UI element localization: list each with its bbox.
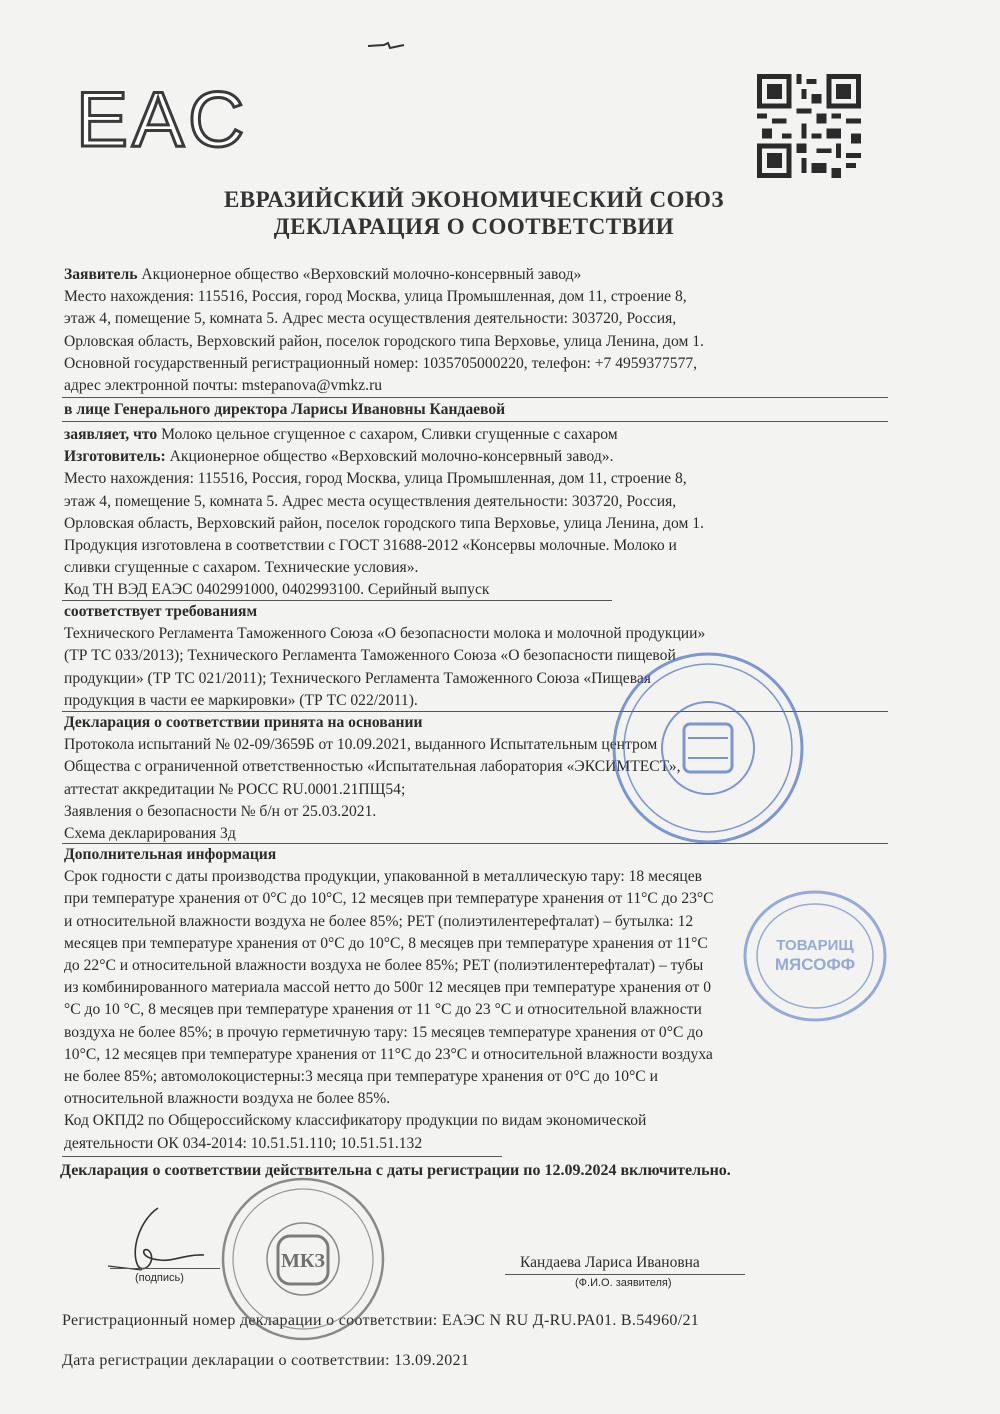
additional-line: воздуха не более 85%; в прочую герметичную тару: 15 месяцев температуре хранения от 0°С до bbox=[64, 1023, 703, 1041]
stamp-text: ТОВАРИЩ bbox=[776, 937, 854, 954]
applicant-name: Акционерное общество «Верховский молочно-консервный завод» bbox=[141, 266, 582, 283]
divider bbox=[62, 421, 888, 422]
qr-code-icon bbox=[757, 74, 861, 178]
declares-line: Орловская область, Верховский район, поселок городского типа Верховье, улица Ленина, дом 1. bbox=[64, 514, 704, 532]
additional-line: не более 85%; автомолокоцистерны:3 месяца при температуре хранения от 0°С до 10°С и bbox=[64, 1068, 658, 1086]
declares-label: заявляет, что bbox=[64, 426, 158, 443]
representative-text: в лице Генерального директора Ларисы Ивановны Кандаевой bbox=[64, 401, 506, 418]
declares-line: сливки сгущенные с сахаром. Технические условия». bbox=[64, 559, 419, 577]
additional-line: и относительной влажности воздуха не более 85%; PET (полиэтилентерефталат) – бутылка: 12 bbox=[64, 912, 694, 930]
registration-date: 13.09.2021 bbox=[394, 1352, 470, 1369]
stamp-text: МЯСОФФ bbox=[774, 955, 856, 974]
signature-line bbox=[110, 1268, 220, 1269]
validity-text: Декларация о соответствии действительна с даты регистрации по 12.09.2024 включительно. bbox=[60, 1162, 731, 1179]
registration-date-label: Дата регистрации декларации о соответствии: bbox=[62, 1352, 390, 1369]
eac-logo: EAC bbox=[76, 75, 249, 163]
representative-section bbox=[64, 399, 890, 421]
divider bbox=[62, 1156, 502, 1157]
applicant-line: Место нахождения: 115516, Россия, город Москва, улица Промышленная, дом 11, строение 8, bbox=[64, 288, 687, 306]
applicant-line: Основной государственный регистрационный номер: 1035705000220, телефон: +7 4959377577, bbox=[64, 354, 698, 372]
additional-line: до 22°С и относительной влажности воздуха не более 85%; PET (полиэтилентерефталат) – тубы bbox=[64, 957, 704, 975]
signature-caption: (подпись) bbox=[135, 1272, 184, 1284]
declares-line: Продукция изготовлена в соответствии с ГОСТ 31688-2012 «Консервы молочные. Молоко и bbox=[64, 537, 677, 555]
company-stamp-grey bbox=[216, 1174, 391, 1344]
applicant-line: Орловская область, Верховский район, поселок городского типа Верховье, улица Ленина, дом 1. bbox=[64, 332, 704, 350]
declaration-title: ДЕКЛАРАЦИЯ О СООТВЕТСТВИИ bbox=[273, 214, 675, 239]
registration-number-label: Регистрационный номер декларации о соответствии: bbox=[62, 1312, 438, 1329]
product-name: Молоко цельное сгущенное с сахаром, Сливки сгущенные с сахаром bbox=[161, 426, 618, 443]
registration-number: ЕАЭС N RU Д-RU.РА01. В.54960/21 bbox=[441, 1312, 700, 1329]
applicant-section bbox=[64, 264, 890, 397]
basis-line: Общества с ограниченной ответственностью «Испытательная лаборатория «ЭКСИМТЕСТ», bbox=[64, 758, 681, 776]
name-line bbox=[505, 1274, 745, 1275]
basis-line: аттестат аккредитации № РОСС RU.0001.21ПЩ54; bbox=[64, 780, 406, 798]
complies-line: (ТР ТС 033/2013); Технического Регламента Таможенного Союза «О безопасности пищевой bbox=[64, 647, 676, 665]
additional-line: из комбинированного материала массой нетто до 500г 12 месяцев при температуре хранения от 0 bbox=[64, 979, 711, 997]
company-stamp-blue bbox=[608, 648, 808, 848]
additional-line: 10°С, 12 месяцев при температуре хранения от 11°С до 23°С и относительной влажности воздуха bbox=[64, 1045, 713, 1063]
registration-date-line bbox=[62, 1352, 469, 1370]
complies-line: продукции» (ТР ТС 021/2011); Технического Регламента Таможенного Союза «Пищевая bbox=[64, 669, 651, 687]
additional-line: °С до 10 °С, 8 месяцев при температуре хранения от 11 °С до 23 °С и относительной влажности bbox=[64, 1001, 702, 1019]
okpd-line: Код ОКПД2 по Общероссийскому классификатору продукции по видам экономической bbox=[64, 1112, 647, 1130]
complies-line: Технического Регламента Таможенного Союза «О безопасности молока и молочной продукции» bbox=[64, 625, 706, 643]
manufacturer-name: Акционерное общество «Верховский молочно-консервный завод». bbox=[169, 448, 614, 466]
basis-line: Заявления о безопасности № б/н от 25.03.2021. bbox=[64, 802, 377, 820]
okpd-line: деятельности ОК 034-2014: 10.51.51.110; 10.51.51.132 bbox=[64, 1134, 423, 1152]
basis-line: Протокола испытаний № 02-09/3659Б от 10.09.2021, выданного Испытательным центром bbox=[64, 736, 658, 754]
declares-section bbox=[64, 424, 890, 602]
basis-line: Схема декларирования 3д bbox=[64, 825, 236, 843]
complies-label: соответствует требованиям bbox=[64, 603, 258, 620]
additional-line: месяцев при температуре хранения от 0°С до 10°С, 8 месяцев при температуре хранения от 11°С bbox=[64, 934, 708, 952]
hs-code-line: Код ТН ВЭД ЕАЭС 0402991000, 0402993100. Серийный выпуск bbox=[64, 581, 490, 599]
manufacturer-label: Изготовитель: bbox=[64, 448, 166, 466]
declares-line: Место нахождения: 115516, Россия, город Москва, улица Промышленная, дом 11, строение 8, bbox=[64, 470, 687, 488]
validity-section bbox=[60, 1160, 900, 1182]
center-stamp-blue bbox=[740, 886, 890, 1026]
additional-line: при температуре хранения от 0°С до 10°С, 12 месяцев при температуре хранения от 11°С до 23°С bbox=[64, 890, 714, 908]
additional-line: Срок годности с даты производства продукции, упакованной в металлическую тару: 18 месяцев bbox=[64, 868, 703, 886]
name-caption: (Ф.И.О. заявителя) bbox=[575, 1277, 672, 1289]
divider bbox=[62, 397, 888, 398]
additional-line: относительной влажности воздуха не более 85%. bbox=[64, 1090, 391, 1108]
signer-name: Кандаева Лариса Ивановна bbox=[520, 1254, 700, 1271]
union-title: ЕВРАЗИЙСКИЙ ЭКОНОМИЧЕСКИЙ СОЮЗ bbox=[223, 187, 725, 212]
applicant-line: этаж 4, помещение 5, комната 5. Адрес места осуществления деятельности: 303720, Россия, bbox=[64, 310, 677, 328]
complies-line: продукция в части ее маркировки» (ТР ТС 022/2011). bbox=[64, 691, 418, 709]
applicant-email-line: адрес электронной почты: mstepanova@vmkz.ru bbox=[64, 377, 383, 395]
stamp-logo-text: МКЗ bbox=[281, 1250, 325, 1272]
basis-label: Декларация о соответствии принята на основании bbox=[64, 714, 423, 731]
pen-mark bbox=[366, 40, 406, 52]
additional-label: Дополнительная информация bbox=[64, 846, 277, 863]
applicant-label: Заявитель bbox=[64, 266, 138, 283]
declares-line: этаж 4, помещение 5, комната 5. Адрес места осуществления деятельности: 303720, Россия, bbox=[64, 492, 677, 510]
